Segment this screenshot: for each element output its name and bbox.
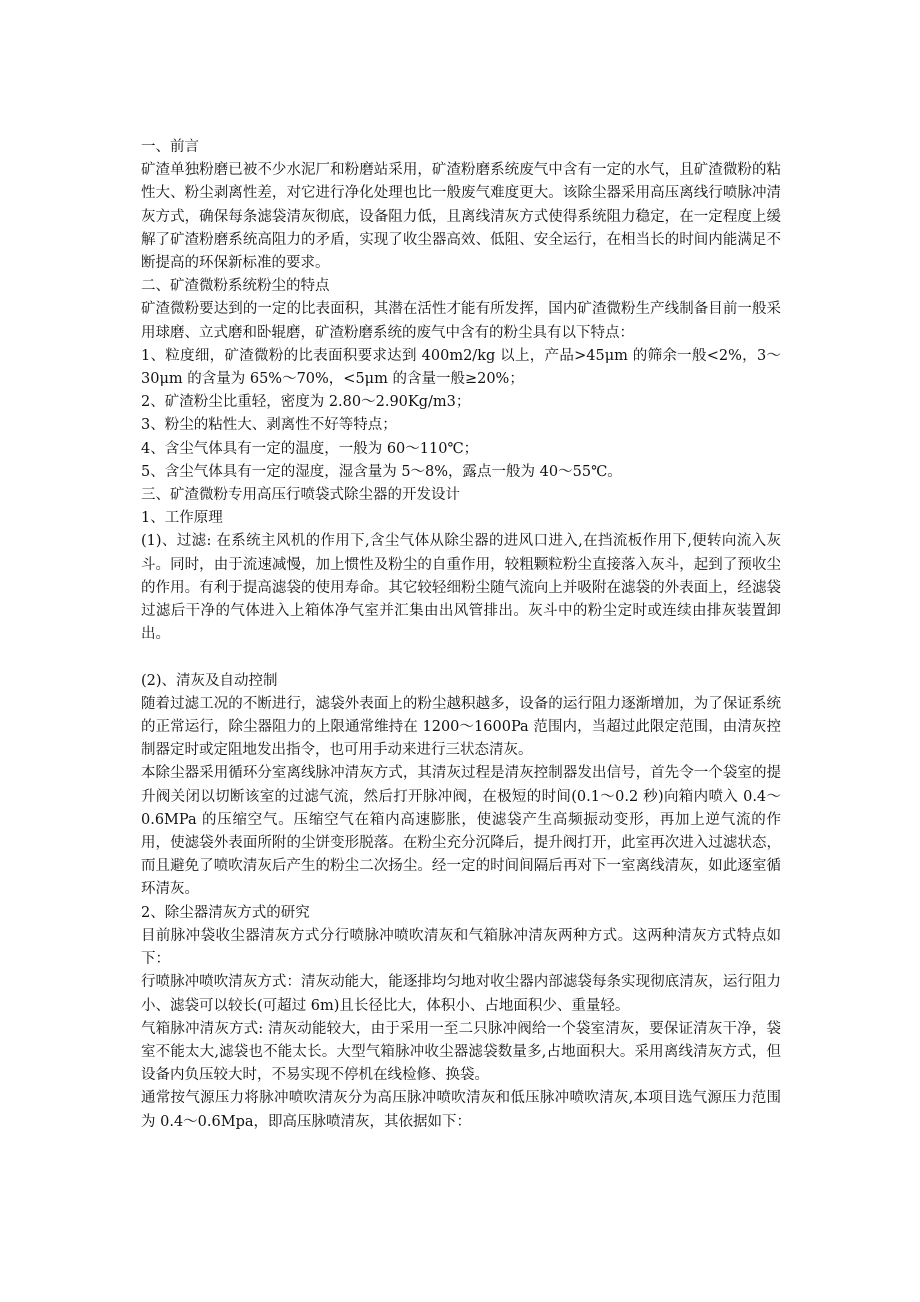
- subheading-cleaning-methods: 2、除尘器清灰方式的研究: [141, 904, 310, 921]
- paragraph-box-pulse-method: 气箱脉冲清灰方式: 清灰动能较大，由于采用一至二只脉冲阀给一个袋室清灰，要保证清灰干净，袋室不能太大,滤袋也不能太长。大型气箱脉冲收尘器滤袋数量多,占地面积大。采用离线清灰方式，但设备内负压较大时，不易实现不停机在线检修、换袋。: [141, 1020, 781, 1084]
- list-item-temperature: 4、含尘气体具有一定的温度，一般为 60～110℃；: [141, 440, 479, 457]
- document-body: [141, 136, 781, 1134]
- paragraph-filtration: (1)、过滤: 在系统主风机的作用下,含尘气体从除尘器的进风口进入,在挡流板作用下,便转向流入灰斗。同时，由于流速减慢，加上惯性及粉尘的自重作用，较粗颗粒粉尘直接落入灰斗，起到了预收尘的作用。有利于提高滤袋的使用寿命。其它较轻细粉尘随气流向上并吸附在滤袋的外表面上，经滤袋过滤后干净的气体进入上箱体净气室并汇集由出风管排出。灰斗中的粉尘定时或连续由排灰装置卸出。: [141, 533, 781, 643]
- paragraph-cleaning-trigger: 随着过滤工况的不断进行，滤袋外表面上的粉尘越积越多，设备的运行阻力逐渐增加，为了保证系统的正常运行，除尘器阻力的上限通常维持在 1200～1600Pa 范围内，当超过此限定范围，由清灰控制器定时或定阻地发出指令，也可用手动来进行三状态清灰。: [141, 695, 781, 759]
- paragraph-dust-overview: 矿渣微粉要达到的一定的比表面积，其潜在活性才能有所发挥，国内矿渣微粉生产线制备目前一般采用球磨、立式磨和卧辊磨，矿渣粉磨系统的废气中含有的粉尘具有以下特点：: [141, 301, 781, 341]
- paragraph-pressure-selection: 通常按气源压力将脉冲喷吹清灰分为高压脉冲喷吹清灰和低压脉冲喷吹清灰,本项目选气源压力范围为 0.4～0.6Mpa，即高压脉喷清灰，其依据如下：: [141, 1090, 781, 1130]
- section-heading-intro: 一、前言: [141, 139, 199, 155]
- subheading-cleaning-control: (2)、清灰及自动控制: [141, 672, 278, 689]
- blank-line: [141, 646, 781, 669]
- paragraph-methods-overview: 目前脉冲袋收尘器清灰方式分行喷脉冲喷吹清灰和气箱脉冲清灰两种方式。这两种清灰方式特点如下：: [141, 927, 781, 968]
- section-heading-dust-characteristics: 二、矿渣微粉系统粉尘的特点: [141, 278, 330, 295]
- section-heading-design: 三、矿渣微粉专用高压行喷袋式除尘器的开发设计: [141, 487, 460, 504]
- subheading-working-principle: 1、工作原理: [141, 510, 223, 527]
- list-item-humidity: 5、含尘气体具有一定的湿度，湿含量为 5～8%，露点一般为 40～55℃。: [141, 463, 622, 480]
- list-item-particle-size: 1、粒度细，矿渣微粉的比表面积要求达到 400m2/kg 以上，产品>45μm 的筛余一般<2%，3～30μm 的含量为 65%～70%，<5μm 的含量一般≥20%；: [141, 347, 781, 388]
- paragraph-row-pulse-method: 行喷脉冲喷吹清灰方式：清灰动能大，能逐排均匀地对收尘器内部滤袋每条实现彻底清灰，运行阻力小、滤袋可以较长(可超过 6m)且长径比大，体积小、占地面积少、重量轻。: [141, 974, 781, 1014]
- list-item-density: 2、矿渣粉尘比重轻，密度为 2.80～2.90Kg/m3；: [141, 394, 471, 411]
- list-item-viscosity: 3、粉尘的粘性大、剥离性不好等特点；: [141, 417, 397, 434]
- paragraph-offline-pulse-process: 本除尘器采用循环分室离线脉冲清灰方式，其清灰过程是清灰控制器发出信号，首先令一个袋室的提升阀关闭以切断该室的过滤气流，然后打开脉冲阀，在极短的时间(0.1～0.2 秒)向箱内喷入 0.4～0.6MPa 的压缩空气。压缩空气在箱内高速膨胀，使滤袋产生高频振动变形，再加上逆气流的作用，使滤袋外表面所附的尘饼变形脱落。在粉尘充分沉降后，提升阀打开，此室再次进入过滤状态，而且避免了喷吹清灰后产生的粉尘二次扬尘。经一定的时间间隔后再对下一室离线清灰，如此逐室循环清灰。: [141, 765, 781, 898]
- paragraph-intro: 矿渣单独粉磨已被不少水泥厂和粉磨站采用，矿渣粉磨系统废气中含有一定的水气，且矿渣微粉的粘性大、粉尘剥离性差，对它进行净化处理也比一般废气难度更大。该除尘器采用高压离线行喷脉冲清灰方式，确保每条滤袋清灰彻底，设备阻力低，且离线清灰方式使得系统阻力稳定，在一定程度上缓解了矿渣粉磨系统高阻力的矛盾，实现了收尘器高效、低阻、安全运行，在相当长的时间内能满足不断提高的环保新标准的要求。: [141, 162, 781, 272]
